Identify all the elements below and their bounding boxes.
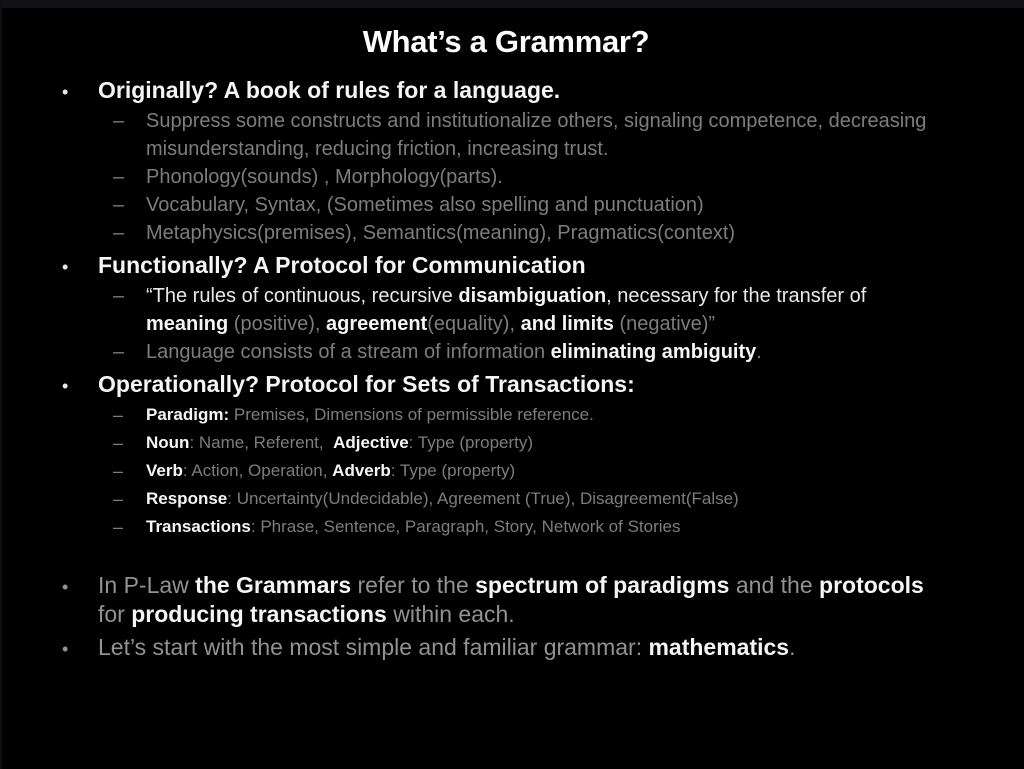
text-segment: (positive), xyxy=(233,313,327,335)
text-segment: refer to the xyxy=(357,572,476,598)
text-segment: Adverb xyxy=(332,461,391,480)
text-segment: Functionally? A Protocol for Communication xyxy=(98,252,586,278)
bullet-text xyxy=(146,513,952,541)
dash-icon: – xyxy=(113,166,125,188)
text-segment: meaning xyxy=(146,313,234,335)
text-segment: (equality), xyxy=(427,313,521,335)
bullet-text xyxy=(146,107,952,163)
text-segment: (negative)” xyxy=(619,313,716,335)
text-segment: and the xyxy=(735,572,820,598)
text-segment: within each. xyxy=(393,601,515,627)
text-segment: eliminating ambiguity xyxy=(550,341,757,363)
dash-icon: – xyxy=(113,110,125,132)
text-segment: the Grammars xyxy=(195,572,358,598)
text-segment: mathematics xyxy=(648,634,790,660)
bullet-item xyxy=(60,429,952,457)
text-segment: : Type (property) xyxy=(390,461,516,480)
text-segment: Originally? A book of rules for a language. xyxy=(98,77,561,103)
text-segment: : Action, Operation, xyxy=(182,461,333,480)
bullet-item xyxy=(60,219,952,247)
text-segment: : Name, Referent, xyxy=(189,433,334,452)
slide-title: What’s a Grammar? xyxy=(362,24,650,59)
dash-icon: – xyxy=(113,489,124,509)
text-segment: Phonology(sounds) , Morphology(parts). xyxy=(146,166,503,188)
text-segment: . xyxy=(789,634,796,660)
text-segment: Premises, Dimensions of permissible reference. xyxy=(229,405,594,424)
text-segment: : Uncertainty(Undecidable), Agreement (True), Disagreement(False) xyxy=(227,489,739,508)
text-segment: Metaphysics(premises), Semantics(meaning), Pragmatics(context) xyxy=(146,222,736,244)
dash-icon: – xyxy=(113,285,125,307)
text-segment: Vocabulary, Syntax, (Sometimes also spelling and punctuation) xyxy=(146,194,704,216)
bullet-text xyxy=(98,251,952,280)
text-segment: : Phrase, Sentence, Paragraph, Story, Network of Stories xyxy=(250,517,681,536)
text-segment: In P-Law xyxy=(98,572,196,598)
text-segment: spectrum of paradigms xyxy=(475,572,736,598)
bullet-item xyxy=(60,370,952,401)
bullet-text xyxy=(98,633,952,662)
text-segment: Noun xyxy=(146,433,190,452)
text-segment: disambiguation xyxy=(458,285,607,307)
text-segment: . xyxy=(756,341,762,363)
bullet-text xyxy=(146,282,952,338)
bullet-text xyxy=(146,401,952,429)
bullet-text xyxy=(146,163,952,191)
dash-icon: – xyxy=(113,517,124,537)
text-segment: and limits xyxy=(520,313,620,335)
text-segment: for xyxy=(98,601,132,627)
text-segment: protocols xyxy=(819,572,924,598)
bullet-dot-icon: • xyxy=(62,577,69,597)
text-segment: Verb xyxy=(146,461,183,480)
text-segment: : Type (property) xyxy=(408,433,534,452)
bullet-item xyxy=(60,191,952,219)
bullet-item xyxy=(60,282,952,338)
text-segment: producing transactions xyxy=(131,601,394,627)
bullet-item xyxy=(60,457,952,485)
text-segment: Suppress some constructs and institutionalize others, signaling competence, decreasing misunderstanding, reducing friction, increasing trust. xyxy=(146,110,927,160)
bullet-dot-icon: • xyxy=(62,639,69,659)
bullet-dot-icon: • xyxy=(62,82,69,102)
dash-icon: – xyxy=(113,222,125,244)
text-segment: Operationally? Protocol for Sets of Transactions: xyxy=(98,371,635,397)
text-segment: Paradigm: xyxy=(146,405,230,424)
bullet-text xyxy=(146,191,952,219)
dash-icon: – xyxy=(113,341,125,363)
dash-icon: – xyxy=(113,461,124,481)
dash-icon: – xyxy=(113,433,124,453)
bullet-list xyxy=(60,76,952,664)
text-segment: “The rules of continuous, recursive xyxy=(146,285,459,307)
text-segment: Response xyxy=(146,489,228,508)
bullet-text xyxy=(98,76,952,105)
bullet-item xyxy=(60,485,952,513)
bullet-item xyxy=(60,107,952,163)
bullet-item xyxy=(60,633,952,664)
bullet-item xyxy=(60,251,952,282)
text-segment: Let’s start with the most simple and familiar grammar: xyxy=(98,634,649,660)
text-segment: Adjective xyxy=(333,433,409,452)
dash-icon: – xyxy=(113,194,125,216)
bullet-dot-icon: • xyxy=(62,257,69,277)
bullet-text xyxy=(146,219,952,247)
text-segment: Transactions xyxy=(146,517,251,536)
bullet-item xyxy=(60,76,952,107)
bullet-text xyxy=(98,370,952,399)
dash-icon: – xyxy=(113,405,124,425)
bullet-item xyxy=(60,513,952,541)
bullet-item xyxy=(60,571,952,629)
bullet-dot-icon: • xyxy=(62,376,69,396)
bullet-text xyxy=(146,457,952,485)
text-segment: Language consists of a stream of information xyxy=(146,341,551,363)
bullet-text xyxy=(146,429,952,457)
bullet-item xyxy=(60,163,952,191)
text-segment: agreement xyxy=(326,313,428,335)
bullet-item xyxy=(60,338,952,366)
bullet-text xyxy=(146,338,952,366)
bullet-text xyxy=(146,485,952,513)
bullet-text xyxy=(98,571,952,629)
bullet-item xyxy=(60,401,952,429)
text-segment: , necessary for the transfer of xyxy=(606,285,867,307)
